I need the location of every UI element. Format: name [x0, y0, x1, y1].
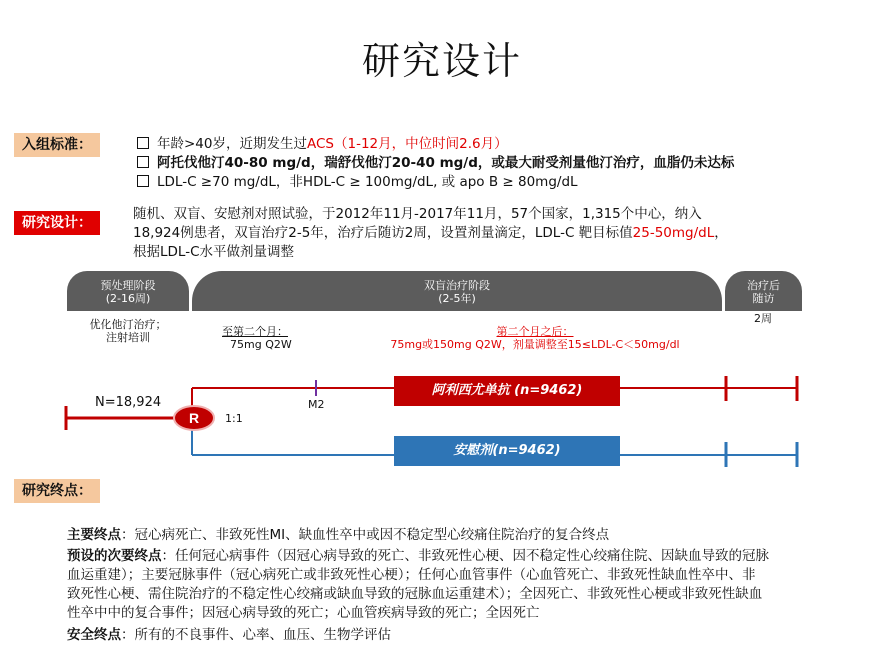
month2-note: 至第二个月： 75mg Q2W	[222, 325, 292, 351]
total-n: N=18,924	[95, 395, 162, 410]
inclusion-item-statin: 阿托伐他汀40-80 mg/d，瑞舒伐他汀20-40 mg/d，或最大耐受剂量他汀治疗，血脂仍未达标	[137, 154, 734, 173]
inclusion-item-age: 年龄>40岁，近期发生过ACS（1-12月，中位时间2.6月）	[137, 135, 734, 154]
design-label: 研究设计：	[14, 211, 100, 235]
checkbox-icon	[137, 175, 149, 187]
design-text: 随机、双盲、安慰剂对照试验，于2012年11月-2017年11月，57个国家，1,315个中心，纳入 18,924例患者，双盲治疗2-5年，治疗后随访2周，设置剂量滴定，LDL-C 靶目标值25-50mg/dL， 根据LDL-C水平做剂量调整	[133, 206, 728, 260]
arm1-box: 阿利西尤单抗 (n=9462)	[394, 376, 620, 406]
randomize-label: R	[188, 410, 200, 426]
inclusion-list	[137, 135, 734, 192]
phase-followup: 治疗后 随访	[725, 271, 802, 311]
inclusion-label: 入组标准：	[14, 133, 100, 157]
primary-endpoint: 主要终点：冠心病死亡、非致死性MI、缺血性卒中或因不稳定型心绞痛住院治疗的复合终点	[67, 527, 610, 543]
followup-duration: 2周	[754, 312, 772, 325]
secondary-endpoint: 预设的次要终点：任何冠心病事件（因冠心病导致的死亡、非致死性心梗、因不稳定性心绞痛住院、因缺血导致的冠脉 血运重建）；主要冠脉事件（冠心病死亡或非致死性心梗）；任何心血管事件（心血管死亡、非致死性缺血性卒中、非 致死性心梗、需住院治疗的不稳定性心绞痛或缺血导致的冠脉血运重建术）；全因死亡、非致死性心梗或非致死性缺血 性卒中中的复合事件；因冠心病导致的死亡；心血管疾病导致的死亡；全因死亡	[67, 548, 769, 621]
endpoints-label: 研究终点：	[14, 479, 100, 503]
checkbox-icon	[137, 156, 149, 168]
phase-pretreatment: 预处理阶段 (2-16周)	[67, 271, 189, 311]
m2-label: M2	[308, 398, 325, 411]
inclusion-item-lipids: LDL-C ≥70 mg/dL，非HDL-C ≥ 100mg/dL, 或 apo B ≥ 80mg/dL	[137, 173, 734, 192]
ratio-label: 1:1	[225, 412, 243, 425]
prep-note: 优化他汀治疗； 注射培训	[89, 318, 167, 344]
after-month2-note: 第二个月之后： 75mg或150mg Q2W，剂量调整至15≤LDL-C＜50mg/dl	[390, 325, 680, 351]
arm2-box: 安慰剂(n=9462)	[394, 436, 620, 466]
phase-double-blind: 双盲治疗阶段 (2-5年)	[192, 271, 722, 311]
safety-endpoint: 安全终点：所有的不良事件、心率、血压、生物学评估	[67, 627, 391, 643]
checkbox-icon	[137, 137, 149, 149]
page-title: 研究设计	[361, 39, 522, 83]
